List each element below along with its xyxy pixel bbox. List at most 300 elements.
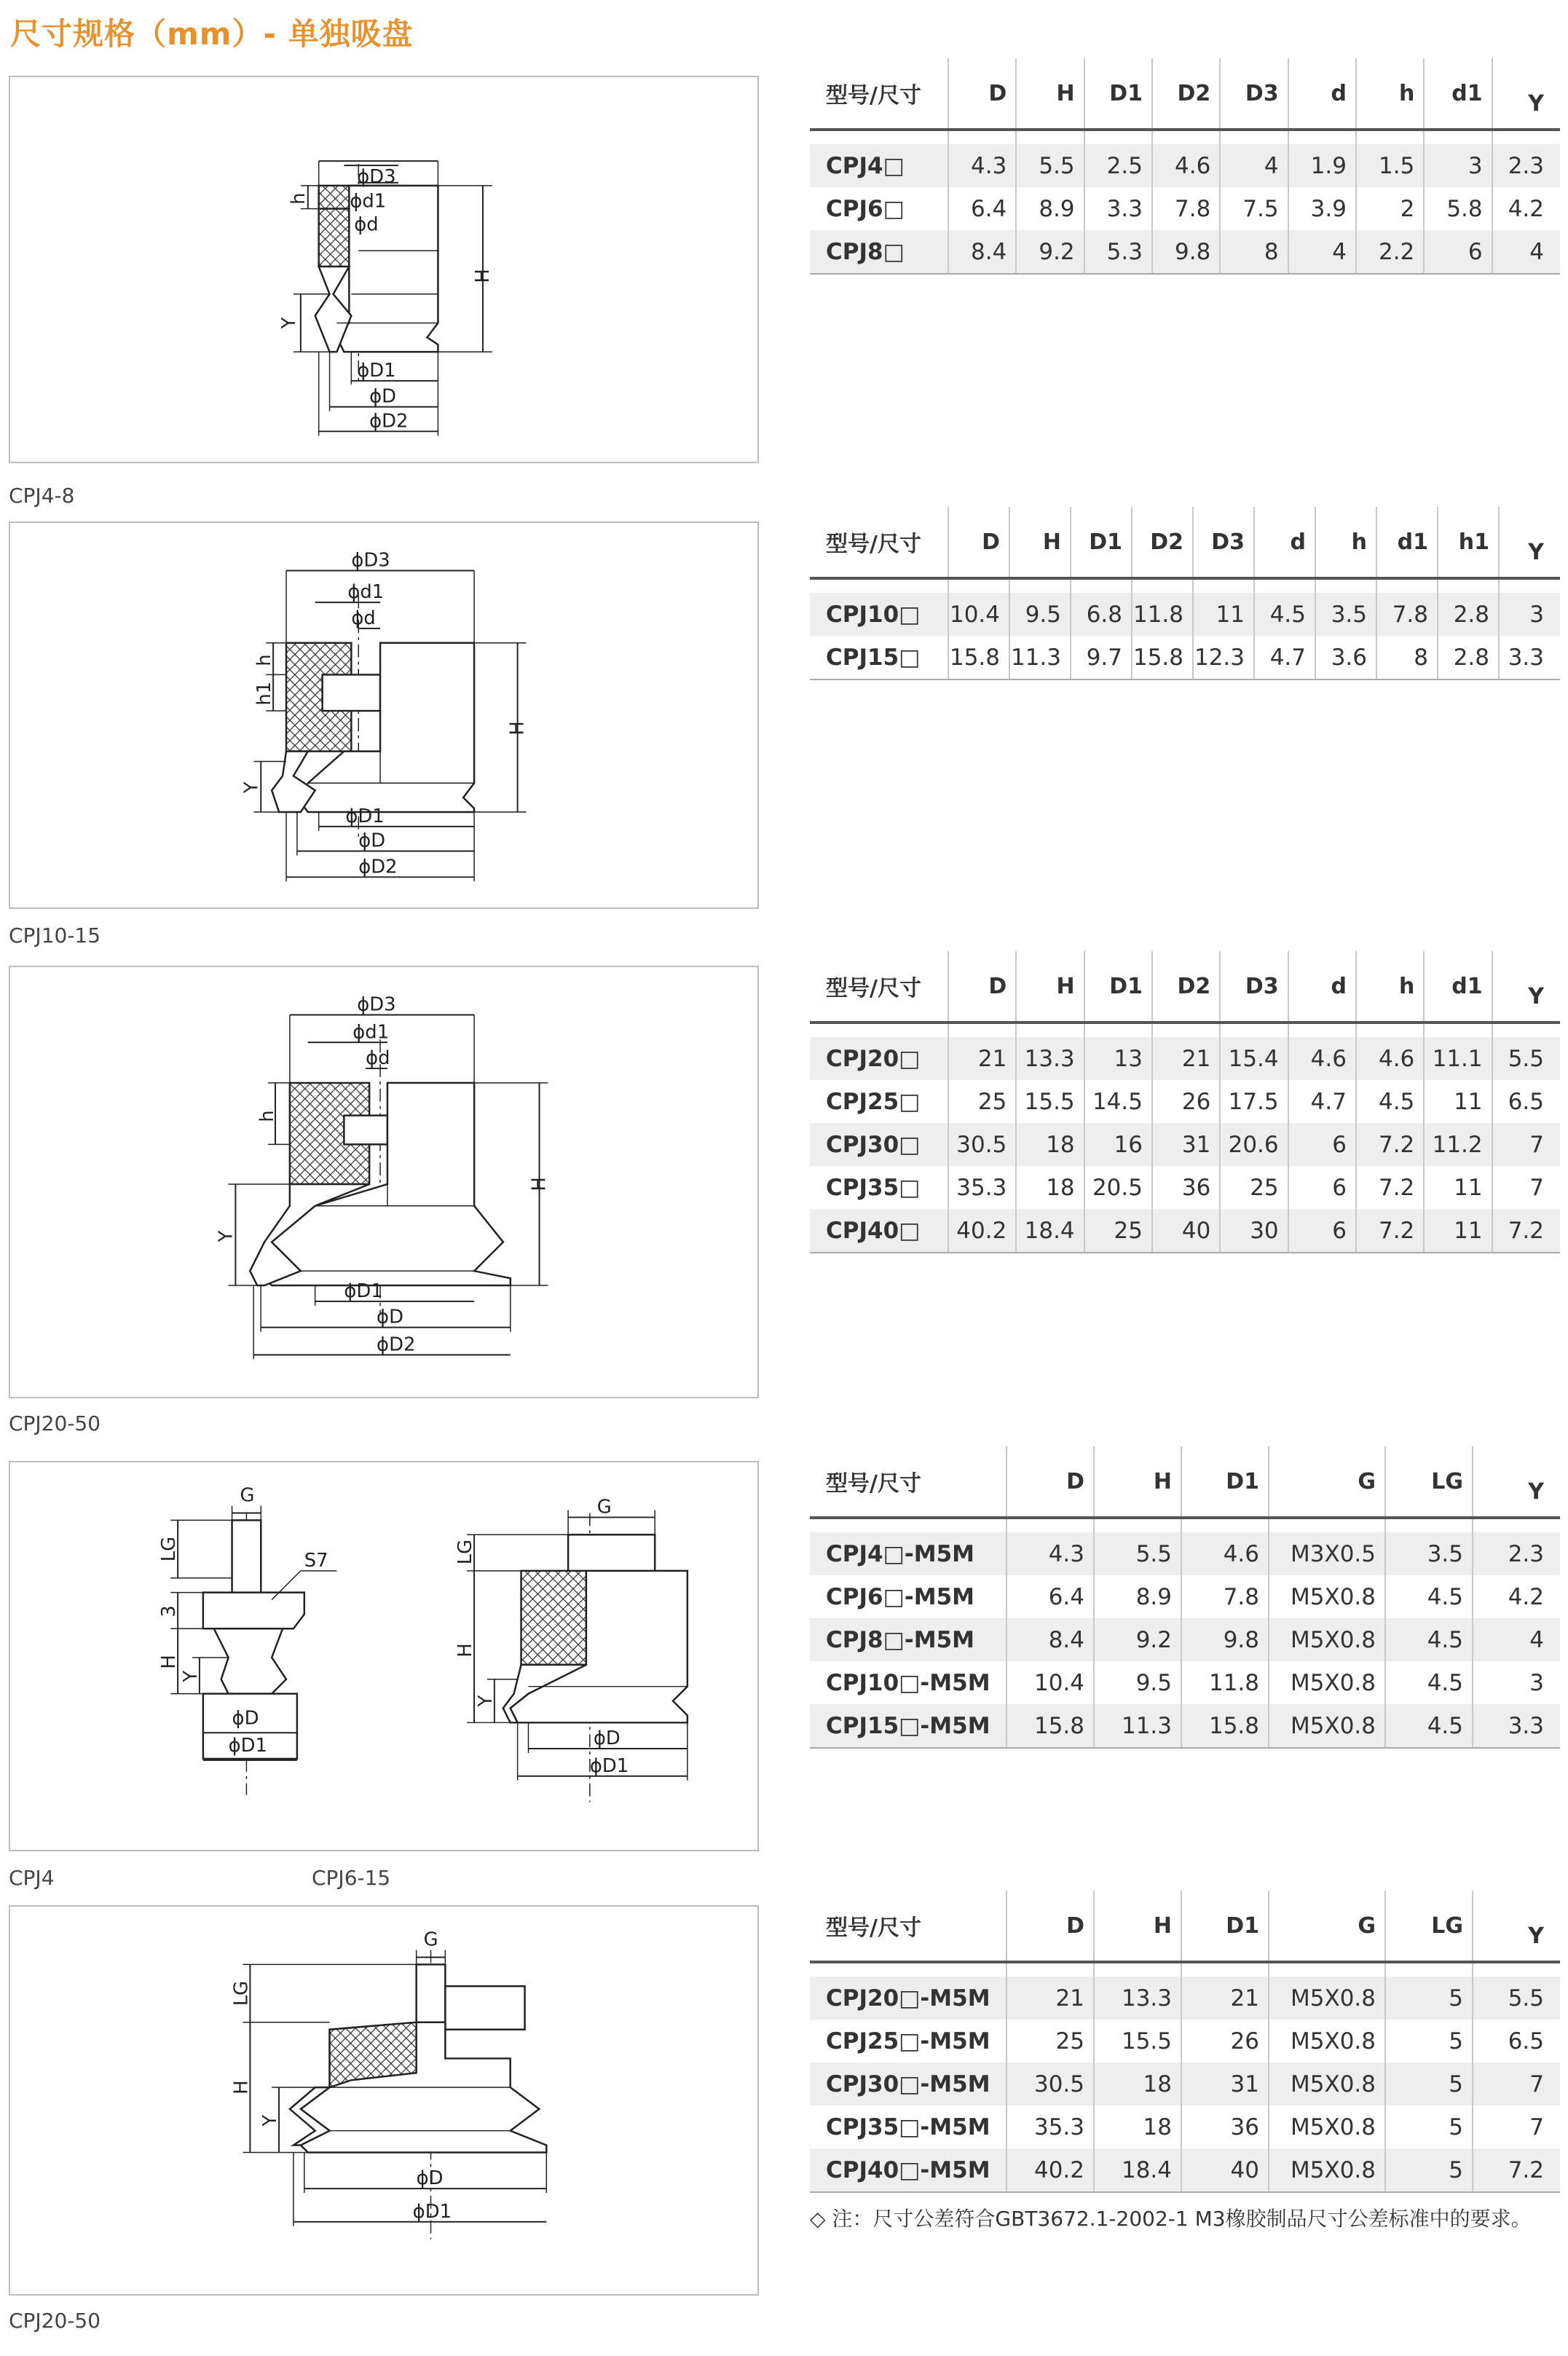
value-cell: 16 bbox=[1084, 1123, 1152, 1166]
model-cell: CPJ10□-M5M bbox=[810, 1661, 1006, 1704]
table-row bbox=[810, 636, 1560, 679]
value-cell: M5X0.8 bbox=[1269, 2105, 1385, 2148]
header-cell: D3 bbox=[1193, 507, 1254, 578]
value-cell: 9.7 bbox=[1071, 636, 1132, 679]
model-cell: CPJ15□ bbox=[810, 636, 948, 679]
value-cell: 25 bbox=[1220, 1166, 1288, 1209]
label-y-right: Y bbox=[474, 1695, 497, 1707]
value-cell: 4.5 bbox=[1254, 593, 1315, 636]
label-d3: ϕD3 bbox=[357, 993, 396, 1016]
header-cell: 型号/尺寸 bbox=[810, 1446, 1006, 1518]
spec-table-cpj4-15-m5m bbox=[810, 1446, 1560, 1749]
value-cell: 15.5 bbox=[1094, 2020, 1181, 2063]
value-cell: 3.6 bbox=[1315, 636, 1376, 679]
label-d3: ϕD3 bbox=[351, 549, 390, 572]
cross-section-drawing bbox=[10, 967, 757, 1397]
value-cell: 4.7 bbox=[1254, 636, 1315, 679]
value-cell: 6 bbox=[1424, 230, 1492, 274]
value-cell: 3.3 bbox=[1499, 636, 1560, 679]
header-cell: 型号/尺寸 bbox=[810, 58, 948, 130]
header-cell: D3 bbox=[1220, 58, 1288, 130]
header-cell: h bbox=[1356, 58, 1424, 130]
table-row bbox=[810, 1080, 1560, 1123]
header-cell: LG bbox=[1385, 1446, 1473, 1518]
label-h-right: H bbox=[454, 1643, 477, 1658]
value-cell: 7.2 bbox=[1356, 1123, 1424, 1166]
value-cell: 14.5 bbox=[1084, 1080, 1152, 1123]
label-y: Y bbox=[215, 1230, 237, 1242]
value-cell: 1.5 bbox=[1356, 144, 1424, 187]
value-cell: 5.8 bbox=[1424, 187, 1492, 230]
value-cell: M5X0.8 bbox=[1269, 1618, 1385, 1661]
header-cell: 型号/尺寸 bbox=[810, 507, 948, 578]
label-h-total: H bbox=[506, 721, 529, 736]
label-h1: h1 bbox=[253, 681, 276, 706]
value-cell: 7.2 bbox=[1473, 2148, 1560, 2192]
header-cell: H bbox=[1009, 507, 1071, 578]
value-cell: 26 bbox=[1152, 1080, 1220, 1123]
table-header-row bbox=[810, 58, 1560, 130]
value-cell: M3X0.5 bbox=[1269, 1532, 1385, 1575]
caption-fig4a: CPJ4 bbox=[9, 1866, 55, 1890]
table-row bbox=[810, 1575, 1560, 1618]
label-3: 3 bbox=[158, 1605, 181, 1618]
header-cell: G bbox=[1269, 1891, 1385, 1962]
table-row bbox=[810, 1704, 1560, 1748]
value-cell: 4.3 bbox=[1006, 1532, 1094, 1575]
table-row bbox=[810, 230, 1560, 274]
header-cell: D bbox=[948, 951, 1016, 1023]
model-cell: CPJ15□-M5M bbox=[810, 1704, 1006, 1748]
model-cell: CPJ20□ bbox=[810, 1037, 948, 1080]
model-cell: CPJ10□ bbox=[810, 593, 948, 636]
label-dd-left: ϕD bbox=[232, 1707, 259, 1730]
value-cell: 4.5 bbox=[1385, 1661, 1473, 1704]
label-d: ϕd bbox=[354, 213, 379, 236]
drawing-cpj20-50-m5m bbox=[9, 1905, 759, 2296]
value-cell: 15.5 bbox=[1016, 1080, 1084, 1123]
header-cell: D1 bbox=[1181, 1446, 1269, 1518]
header-cell: Y bbox=[1492, 951, 1560, 1023]
header-cell: H bbox=[1094, 1891, 1181, 1962]
value-cell: 1.9 bbox=[1288, 144, 1356, 187]
value-cell: 13.3 bbox=[1016, 1037, 1084, 1080]
model-cell: CPJ6□ bbox=[810, 187, 948, 230]
value-cell: 18 bbox=[1094, 2063, 1181, 2105]
table-row bbox=[810, 1661, 1560, 1704]
value-cell: 15.4 bbox=[1220, 1037, 1288, 1080]
value-cell: 5.5 bbox=[1473, 1977, 1560, 2020]
value-cell: 5.5 bbox=[1492, 1037, 1560, 1080]
value-cell: 25 bbox=[1084, 1209, 1152, 1253]
header-cell: D bbox=[1006, 1446, 1094, 1518]
value-cell: M5X0.8 bbox=[1269, 1977, 1385, 2020]
label-g-right: G bbox=[596, 1496, 612, 1518]
header-cell: Y bbox=[1492, 58, 1560, 130]
value-cell: 9.2 bbox=[1016, 230, 1084, 274]
table-row bbox=[810, 1618, 1560, 1661]
value-cell: 7.2 bbox=[1492, 1209, 1560, 1253]
header-cell: D2 bbox=[1132, 507, 1193, 578]
value-cell: 5 bbox=[1385, 2148, 1473, 2192]
value-cell: 26 bbox=[1181, 2020, 1269, 2063]
model-cell: CPJ40□-M5M bbox=[810, 2148, 1006, 2192]
model-cell: CPJ35□ bbox=[810, 1166, 948, 1209]
cross-section-drawing bbox=[10, 77, 757, 462]
caption-fig1: CPJ4-8 bbox=[9, 484, 75, 508]
label-h: h bbox=[287, 192, 310, 205]
drawing-cpj20-50 bbox=[9, 966, 759, 1398]
value-cell: 35.3 bbox=[948, 1166, 1016, 1209]
header-cell: G bbox=[1269, 1446, 1385, 1518]
caption-fig5: CPJ20-50 bbox=[9, 2309, 101, 2333]
model-cell: CPJ25□ bbox=[810, 1080, 948, 1123]
value-cell: 18 bbox=[1016, 1166, 1084, 1209]
model-cell: CPJ40□ bbox=[810, 1209, 948, 1253]
value-cell: 9.5 bbox=[1009, 593, 1071, 636]
label-dd-right: ϕD bbox=[593, 1727, 620, 1750]
value-cell: 11 bbox=[1424, 1166, 1492, 1209]
table-row bbox=[810, 1209, 1560, 1253]
caption-fig3: CPJ20-50 bbox=[9, 1411, 101, 1435]
label-dd: ϕD bbox=[358, 830, 386, 852]
value-cell: 3 bbox=[1529, 1669, 1544, 1696]
model-cell: CPJ8□ bbox=[810, 230, 948, 274]
value-cell: 2.3 bbox=[1492, 144, 1560, 187]
table-header-row bbox=[810, 951, 1560, 1023]
cross-section-drawing bbox=[10, 1462, 757, 1850]
value-cell: 11.2 bbox=[1424, 1123, 1492, 1166]
value-cell: 40 bbox=[1181, 2148, 1269, 2192]
value-cell: 7.5 bbox=[1220, 187, 1288, 230]
value-cell: 40.2 bbox=[1006, 2148, 1094, 2192]
header-cell: D bbox=[1006, 1891, 1094, 1962]
value-cell: 3 bbox=[1499, 593, 1560, 636]
value-cell: 21 bbox=[948, 1037, 1016, 1080]
value-cell: 15.8 bbox=[1006, 1704, 1094, 1748]
header-cell: D1 bbox=[1071, 507, 1132, 578]
value-cell: 30.5 bbox=[1006, 2063, 1094, 2105]
label-d: ϕd bbox=[366, 1047, 390, 1070]
value-cell: 15.8 bbox=[948, 636, 1009, 679]
value-cell: 6.4 bbox=[948, 187, 1016, 230]
label-d2: ϕD2 bbox=[377, 1333, 416, 1356]
value-cell: 5.5 bbox=[1016, 144, 1084, 187]
value-cell: 7 bbox=[1529, 2113, 1544, 2140]
drawing-cpj4-8 bbox=[9, 76, 759, 463]
value-cell: 2.8 bbox=[1438, 593, 1499, 636]
value-cell: 18.4 bbox=[1016, 1209, 1084, 1253]
model-cell: CPJ8□-M5M bbox=[810, 1618, 1006, 1661]
value-cell: 5.3 bbox=[1084, 230, 1152, 274]
value-cell: M5X0.8 bbox=[1269, 2148, 1385, 2192]
label-lg-right: LG bbox=[454, 1539, 477, 1565]
label-d: ϕd bbox=[351, 607, 376, 629]
value-cell: 6 bbox=[1288, 1166, 1356, 1209]
label-d1-bottom: ϕD1 bbox=[345, 805, 385, 827]
header-cell: H bbox=[1016, 58, 1084, 130]
value-cell: 31 bbox=[1181, 2063, 1269, 2105]
value-cell: 2.3 bbox=[1473, 1532, 1560, 1575]
value-cell: 10.4 bbox=[948, 593, 1009, 636]
value-cell: 8 bbox=[1376, 636, 1438, 679]
header-cell: Y bbox=[1473, 1446, 1560, 1518]
table-row bbox=[810, 2063, 1560, 2105]
label-d1-left: ϕD1 bbox=[228, 1735, 267, 1757]
table-header-row bbox=[810, 1891, 1560, 1962]
value-cell: 15.8 bbox=[1181, 1704, 1269, 1748]
value-cell: 4.2 bbox=[1508, 1583, 1544, 1610]
value-cell: 13.3 bbox=[1094, 1977, 1181, 2020]
header-cell: d bbox=[1288, 951, 1356, 1023]
model-cell: CPJ35□-M5M bbox=[810, 2105, 1006, 2148]
value-cell: 31 bbox=[1152, 1123, 1220, 1166]
label-y-left: Y bbox=[179, 1670, 202, 1682]
label-d1-bottom: ϕD1 bbox=[344, 1280, 383, 1302]
header-cell: D2 bbox=[1152, 951, 1220, 1023]
value-cell: 8.9 bbox=[1016, 187, 1084, 230]
label-h-total: H bbox=[471, 269, 494, 283]
value-cell: 25 bbox=[948, 1080, 1016, 1123]
label-dd: ϕD bbox=[377, 1306, 403, 1328]
model-cell: CPJ30□ bbox=[810, 1123, 948, 1166]
drawing-cpj4-15-m5m bbox=[9, 1461, 759, 1851]
header-cell: h bbox=[1356, 951, 1424, 1023]
model-cell: CPJ4□-M5M bbox=[810, 1532, 1006, 1575]
value-cell: 8 bbox=[1220, 230, 1288, 274]
header-cell: D bbox=[948, 58, 1016, 130]
value-cell: 6 bbox=[1288, 1123, 1356, 1166]
value-cell: M5X0.8 bbox=[1269, 2020, 1385, 2063]
value-cell: 11.8 bbox=[1132, 593, 1193, 636]
label-d1-right: ϕD1 bbox=[589, 1754, 629, 1777]
label-dd: ϕD bbox=[416, 2167, 444, 2190]
value-cell: M5X0.8 bbox=[1269, 1661, 1385, 1704]
value-cell: 2.8 bbox=[1438, 636, 1499, 679]
value-cell: 5 bbox=[1385, 2063, 1473, 2105]
value-cell: M5X0.8 bbox=[1269, 2063, 1385, 2105]
header-cell: D3 bbox=[1220, 951, 1288, 1023]
value-cell: 4 bbox=[1473, 1618, 1560, 1661]
label-d3: ϕD3 bbox=[357, 165, 396, 188]
value-cell: 7.2 bbox=[1356, 1166, 1424, 1209]
spec-table-cpj20-40-m5m bbox=[810, 1891, 1560, 2193]
table-row bbox=[810, 2148, 1560, 2192]
table-row bbox=[810, 1037, 1560, 1080]
value-cell: 2.2 bbox=[1356, 230, 1424, 274]
value-cell: M5X0.8 bbox=[1269, 1704, 1385, 1748]
header-cell: H bbox=[1016, 951, 1084, 1023]
label-d1: ϕd1 bbox=[352, 1021, 390, 1044]
value-cell: 10.4 bbox=[1006, 1661, 1094, 1704]
label-d1: ϕd1 bbox=[347, 581, 385, 604]
label-lg: LG bbox=[230, 1980, 253, 2006]
value-cell: 3 bbox=[1424, 144, 1492, 187]
value-cell: 6.5 bbox=[1508, 2028, 1544, 2054]
header-cell: d bbox=[1254, 507, 1315, 578]
value-cell: 18.4 bbox=[1094, 2148, 1181, 2192]
model-cell: CPJ25□-M5M bbox=[810, 2020, 1006, 2063]
page-title: 尺寸规格（mm）- 单独吸盘 bbox=[10, 16, 414, 52]
value-cell: 5 bbox=[1385, 2105, 1473, 2148]
value-cell: 4.5 bbox=[1356, 1080, 1424, 1123]
value-cell: 7 bbox=[1529, 1174, 1544, 1201]
label-y: Y bbox=[277, 317, 300, 329]
table-row bbox=[810, 1123, 1560, 1166]
label-h-left: H bbox=[158, 1655, 181, 1669]
table-row bbox=[810, 593, 1560, 636]
value-cell: 4.6 bbox=[1288, 1037, 1356, 1080]
label-h: h bbox=[256, 1110, 279, 1122]
value-cell: 11.1 bbox=[1424, 1037, 1492, 1080]
value-cell: 9.8 bbox=[1181, 1618, 1269, 1661]
header-cell: LG bbox=[1385, 1891, 1473, 1962]
value-cell: 21 bbox=[1006, 1977, 1094, 2020]
label-d2: ϕD2 bbox=[358, 856, 398, 878]
table-row bbox=[810, 2020, 1560, 2063]
value-cell: 7.8 bbox=[1181, 1575, 1269, 1618]
label-g: G bbox=[423, 1928, 438, 1951]
value-cell: 4.2 bbox=[1508, 195, 1544, 222]
header-cell: d bbox=[1288, 58, 1356, 130]
value-cell: 36 bbox=[1181, 2105, 1269, 2148]
caption-fig4b: CPJ6-15 bbox=[312, 1866, 391, 1890]
value-cell: 9.8 bbox=[1152, 230, 1220, 274]
header-cell: h bbox=[1315, 507, 1376, 578]
value-cell: 9.5 bbox=[1094, 1661, 1181, 1704]
value-cell: 6.5 bbox=[1508, 1088, 1544, 1115]
label-dd: ϕD bbox=[369, 385, 397, 408]
value-cell: 15.8 bbox=[1132, 636, 1193, 679]
value-cell: 4 bbox=[1220, 144, 1288, 187]
label-d1: ϕd1 bbox=[350, 190, 387, 213]
value-cell: 4.5 bbox=[1385, 1575, 1473, 1618]
value-cell: 4.7 bbox=[1288, 1080, 1356, 1123]
value-cell: 11.8 bbox=[1181, 1661, 1269, 1704]
value-cell: 6.8 bbox=[1071, 593, 1132, 636]
label-y: Y bbox=[240, 781, 263, 794]
label-g-left: G bbox=[240, 1484, 255, 1507]
value-cell: 7 bbox=[1492, 1123, 1560, 1166]
value-cell: 18 bbox=[1016, 1123, 1084, 1166]
value-cell: 6.4 bbox=[1006, 1575, 1094, 1618]
label-h-total: H bbox=[528, 1177, 551, 1191]
caption-fig2: CPJ10-15 bbox=[9, 923, 101, 947]
label-d2: ϕD2 bbox=[369, 410, 409, 433]
value-cell: 2.5 bbox=[1084, 144, 1152, 187]
value-cell: 2 bbox=[1356, 187, 1424, 230]
value-cell: 3.3 bbox=[1084, 187, 1152, 230]
value-cell: 11.3 bbox=[1094, 1704, 1181, 1748]
value-cell: 3.5 bbox=[1385, 1532, 1473, 1575]
value-cell: 35.3 bbox=[1006, 2105, 1094, 2148]
value-cell: 25 bbox=[1006, 2020, 1094, 2063]
label-h: h bbox=[253, 654, 276, 666]
value-cell: 11 bbox=[1424, 1209, 1492, 1253]
value-cell: 7 bbox=[1473, 2063, 1560, 2105]
value-cell: 30 bbox=[1220, 1209, 1288, 1253]
header-cell: d1 bbox=[1424, 58, 1492, 130]
label-d1-bottom: ϕD1 bbox=[357, 359, 396, 382]
value-cell: 4.3 bbox=[948, 144, 1016, 187]
table-row bbox=[810, 187, 1560, 230]
cross-section-drawing bbox=[10, 1907, 757, 2294]
header-cell: Y bbox=[1473, 1891, 1560, 1962]
value-cell: 8.9 bbox=[1094, 1575, 1181, 1618]
model-cell: CPJ20□-M5M bbox=[810, 1977, 1006, 2020]
value-cell: M5X0.8 bbox=[1269, 1575, 1385, 1618]
value-cell: 5.5 bbox=[1094, 1532, 1181, 1575]
value-cell: 4.6 bbox=[1152, 144, 1220, 187]
value-cell: 4.5 bbox=[1385, 1704, 1473, 1748]
value-cell: 8.4 bbox=[1006, 1618, 1094, 1661]
header-cell: H bbox=[1094, 1446, 1181, 1518]
label-s7: S7 bbox=[304, 1549, 328, 1572]
value-cell: 6 bbox=[1288, 1209, 1356, 1253]
model-cell: CPJ4□ bbox=[810, 144, 948, 187]
value-cell: 9.2 bbox=[1094, 1618, 1181, 1661]
value-cell: 13 bbox=[1084, 1037, 1152, 1080]
value-cell: 11 bbox=[1424, 1080, 1492, 1123]
label-h: H bbox=[230, 2080, 253, 2095]
value-cell: 4.6 bbox=[1356, 1037, 1424, 1080]
header-cell: D1 bbox=[1084, 951, 1152, 1023]
header-cell: Y bbox=[1499, 507, 1560, 578]
value-cell: 7.8 bbox=[1376, 593, 1438, 636]
model-cell: CPJ6□-M5M bbox=[810, 1575, 1006, 1618]
value-cell: 12.3 bbox=[1193, 636, 1254, 679]
table-row bbox=[810, 1977, 1560, 2020]
label-y: Y bbox=[259, 2114, 282, 2127]
header-cell: d1 bbox=[1424, 951, 1492, 1023]
header-cell: D1 bbox=[1084, 58, 1152, 130]
header-cell: d1 bbox=[1376, 507, 1438, 578]
spec-table-cpj10-15 bbox=[810, 507, 1560, 680]
value-cell: 3.9 bbox=[1288, 187, 1356, 230]
value-cell: 40.2 bbox=[948, 1209, 1016, 1253]
spec-table-cpj4-8 bbox=[810, 58, 1560, 275]
value-cell: 11 bbox=[1193, 593, 1254, 636]
header-cell: D2 bbox=[1152, 58, 1220, 130]
header-cell: h1 bbox=[1438, 507, 1499, 578]
table-row bbox=[810, 1166, 1560, 1209]
table-header-row bbox=[810, 507, 1560, 578]
header-cell: 型号/尺寸 bbox=[810, 951, 948, 1023]
value-cell: 3.5 bbox=[1315, 593, 1376, 636]
value-cell: 11.3 bbox=[1009, 636, 1071, 679]
value-cell: 20.5 bbox=[1084, 1166, 1152, 1209]
drawing-cpj10-15 bbox=[9, 521, 759, 909]
value-cell: 4 bbox=[1492, 230, 1560, 274]
label-lg-left: LG bbox=[158, 1536, 181, 1562]
value-cell: 17.5 bbox=[1220, 1080, 1288, 1123]
tolerance-note: ◇ 注：尺寸公差符合GBT3672.1-2002-1 M3橡胶制品尺寸公差标准中的要求。 bbox=[810, 2207, 1532, 2231]
table-row bbox=[810, 1532, 1560, 1575]
value-cell: 30.5 bbox=[948, 1123, 1016, 1166]
value-cell: 4 bbox=[1288, 230, 1356, 274]
label-d1: ϕD1 bbox=[412, 2200, 452, 2223]
value-cell: 4.5 bbox=[1385, 1618, 1473, 1661]
table-header-row bbox=[810, 1446, 1560, 1518]
spec-table-cpj20-40 bbox=[810, 951, 1560, 1253]
value-cell: 4.6 bbox=[1181, 1532, 1269, 1575]
table-row bbox=[810, 144, 1560, 187]
value-cell: 5 bbox=[1385, 1977, 1473, 2020]
value-cell: 21 bbox=[1181, 1977, 1269, 2020]
header-cell: D1 bbox=[1181, 1891, 1269, 1962]
value-cell: 7.8 bbox=[1152, 187, 1220, 230]
header-cell: D bbox=[948, 507, 1009, 578]
